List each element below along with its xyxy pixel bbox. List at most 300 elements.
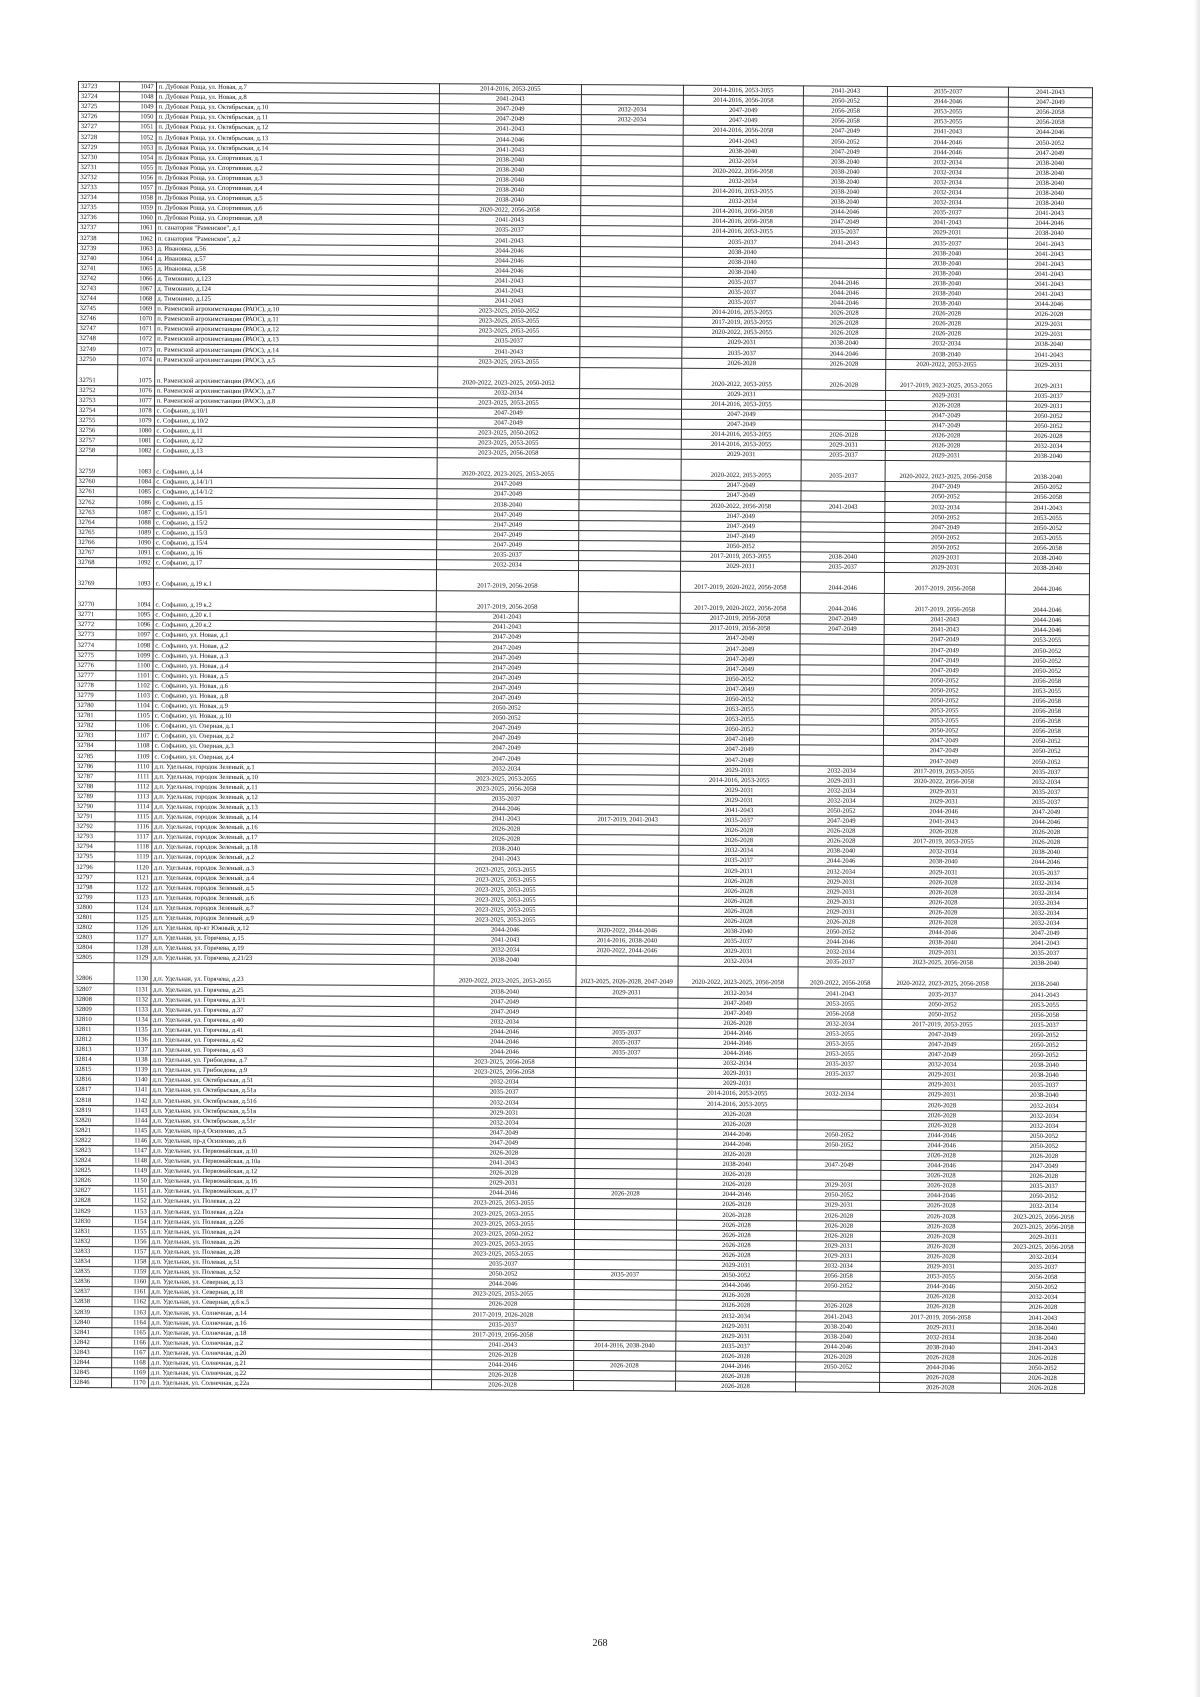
period-col-4: 2038-2040 (803, 167, 887, 178)
period-col-4: 2035-2037 (798, 1069, 882, 1080)
address: с. Софьино, ул. Новая, д.3 (153, 650, 436, 662)
period-col-1: 2023-2025, 2053-2055 (432, 1238, 574, 1249)
item-number: 1133 (114, 1004, 151, 1014)
period-col-3: 2047-2049 (680, 531, 801, 542)
period-col-1: 2044-2046 (434, 1026, 576, 1037)
period-col-4: 2047-2049 (803, 146, 887, 157)
row-id: 32786 (74, 761, 115, 771)
period-col-5: 2017-2019, 2053-2055 (882, 1019, 1003, 1030)
period-col-4: 2026-2028 (802, 308, 886, 319)
period-col-5: 2029-2031 (882, 948, 1003, 959)
address: п. Раменской агрохимстанции (РАОС), д.8 (154, 396, 437, 408)
period-col-6: 2050-2052 (1005, 666, 1089, 677)
period-col-3: 2047-2049 (679, 734, 800, 745)
row-id: 32809 (73, 1004, 114, 1014)
period-col-4: 2026-2028 (799, 826, 883, 837)
address: д.п. Удельная, городок Зеленый, д.3 (151, 862, 434, 874)
period-col-4: 2032-2034 (798, 1089, 882, 1100)
row-id: 32834 (71, 1256, 112, 1266)
period-col-4: 2038-2040 (803, 197, 887, 208)
row-id: 32784 (74, 741, 115, 751)
item-number: 1095 (116, 610, 153, 620)
period-col-1: 2041-2043 (439, 215, 581, 226)
period-col-6: 2041-2043 (1007, 289, 1091, 300)
period-col-6: 2035-2037 (1004, 767, 1088, 778)
period-col-6: 2035-2037 (1002, 1080, 1086, 1091)
period-col-4: 2047-2049 (800, 614, 884, 625)
period-col-1: 2041-2043 (439, 124, 581, 135)
period-col-6: 2041-2043 (1007, 259, 1091, 270)
period-col-5: 2026-2028 (883, 827, 1004, 838)
period-col-2 (576, 1007, 678, 1018)
item-number: 1111 (115, 771, 152, 781)
period-col-2 (579, 398, 681, 409)
period-col-4: 2029-2031 (799, 897, 883, 908)
period-col-4: 2035-2037 (801, 460, 885, 482)
period-col-4: 2020-2022, 2056-2058 (798, 967, 882, 989)
period-col-4: 2047-2049 (803, 217, 887, 228)
item-number: 1088 (117, 517, 154, 527)
period-col-4: 2044-2046 (802, 288, 886, 299)
address: д.п. Удельная, ул. Солнечная, д.20 (148, 1348, 431, 1360)
period-col-2 (574, 1300, 676, 1311)
scan-edge-shadow (1194, 0, 1200, 1697)
period-col-6: 2050-2052 (1006, 421, 1090, 432)
period-col-2 (575, 1068, 677, 1079)
item-number: 1170 (111, 1378, 148, 1388)
period-col-3: 2029-2031 (677, 1078, 798, 1089)
period-col-3: 2047-2049 (679, 745, 800, 756)
period-col-4: 2026-2028 (802, 430, 886, 441)
period-col-2 (577, 734, 679, 745)
period-col-5: 2050-2052 (882, 1009, 1003, 1020)
period-col-4: 2032-2034 (798, 947, 882, 958)
period-col-3: 2044-2046 (675, 1361, 796, 1372)
period-col-6: 2026-2028 (1006, 431, 1090, 442)
period-col-2 (578, 540, 680, 551)
period-col-4: 2035-2037 (798, 1059, 882, 1070)
period-col-5: 2026-2028 (880, 1352, 1001, 1363)
period-col-6: 2032-2034 (1004, 777, 1088, 788)
row-id: 32762 (76, 497, 117, 507)
period-col-2 (574, 1259, 676, 1270)
period-col-4: 2029-2031 (797, 1241, 881, 1252)
period-col-5: 2029-2031 (885, 451, 1006, 462)
period-col-6: 2056-2058 (1001, 1272, 1085, 1283)
period-col-4 (801, 532, 885, 543)
period-col-6: 2044-2046 (1007, 299, 1091, 310)
period-col-2 (578, 683, 680, 694)
item-number: 1092 (116, 558, 153, 568)
period-col-1: 2041-2043 (433, 1158, 575, 1169)
period-col-6: 2026-2028 (1007, 309, 1091, 320)
row-id: 32818 (72, 1095, 113, 1105)
period-col-3: 2020-2022, 2056-2058 (683, 166, 804, 177)
row-id: 32827 (72, 1186, 113, 1196)
period-col-6: 2032-2034 (1003, 918, 1087, 929)
period-col-6: 2035-2037 (1002, 1181, 1086, 1192)
item-number: 1050 (119, 112, 156, 122)
period-col-1: 2044-2046 (438, 265, 580, 276)
period-col-2 (574, 1219, 676, 1230)
row-id: 32805 (73, 953, 114, 963)
row-id: 32728 (78, 132, 119, 142)
period-col-3: 2026-2028 (677, 1018, 798, 1029)
address: д.п. Удельная, ул. Солнечная, д.22 (148, 1368, 431, 1380)
period-col-2 (581, 85, 683, 96)
period-col-1: 2014-2016, 2053-2055 (440, 84, 582, 95)
item-number: 1059 (119, 203, 156, 213)
item-number: 1129 (114, 953, 151, 963)
row-id: 32741 (77, 263, 118, 273)
period-col-2 (575, 1078, 677, 1089)
row-id: 32790 (74, 801, 115, 811)
item-number: 1168 (112, 1358, 149, 1368)
period-col-6: 2047-2049 (1008, 148, 1092, 159)
period-col-2 (578, 592, 680, 614)
period-col-3: 2029-2031 (678, 946, 799, 957)
period-col-3: 2035-2037 (675, 1341, 796, 1352)
row-id: 32772 (75, 620, 116, 630)
period-col-6: 2041-2043 (1001, 1343, 1085, 1354)
period-col-2 (578, 571, 680, 593)
period-col-5: 2017-2019, 2056-2058 (885, 594, 1006, 616)
item-number: 1071 (118, 324, 155, 334)
period-col-1: 2035-2037 (435, 794, 577, 805)
row-id: 32845 (71, 1367, 112, 1377)
period-col-2 (579, 408, 681, 419)
period-col-4 (800, 695, 884, 706)
period-col-6: 2047-2049 (1002, 1161, 1086, 1172)
period-col-1: 2023-2025, 2053-2055 (438, 326, 580, 337)
period-col-3: 2032-2034 (683, 156, 804, 167)
period-col-3: 2026-2028 (676, 1230, 797, 1241)
item-number: 1049 (119, 102, 156, 112)
period-col-4: 2053-2055 (798, 1039, 882, 1050)
period-col-1: 2041-2043 (434, 935, 576, 946)
row-id: 32826 (72, 1176, 113, 1186)
period-col-2 (577, 825, 679, 836)
item-number: 1087 (117, 507, 154, 517)
row-id: 32791 (74, 811, 115, 821)
period-col-2 (574, 1239, 676, 1250)
period-col-6: 2038-2040 (1004, 847, 1088, 858)
item-number: 1122 (114, 882, 151, 892)
period-col-6: 2026-2028 (1002, 1171, 1086, 1182)
row-id: 32819 (72, 1105, 113, 1115)
period-col-2 (580, 337, 682, 348)
item-number: 1054 (119, 152, 156, 162)
period-col-1: 2047-2049 (435, 753, 577, 764)
address: с. Софьино, ул. Озерная, д.1 (152, 721, 435, 733)
period-col-6: 2053-2055 (1003, 1000, 1087, 1011)
item-number: 1130 (114, 963, 151, 984)
period-col-3: 2017-2019, 2053-2055 (680, 551, 801, 562)
period-col-5: 2029-2031 (880, 1322, 1001, 1333)
address: п. Раменской агрохимстанции (РАОС), д.13 (155, 334, 438, 346)
period-col-6: 2038-2040 (1001, 1323, 1085, 1334)
period-col-1: 2032-2034 (434, 1016, 576, 1027)
period-col-1: 2023-2025, 2053-2055 (435, 874, 577, 885)
period-col-4: 2050-2052 (797, 1130, 881, 1141)
item-number: 1132 (114, 994, 151, 1004)
period-col-4: 2026-2028 (802, 318, 886, 329)
period-col-1: 2035-2037 (432, 1259, 574, 1270)
row-id: 32763 (76, 507, 117, 517)
item-number: 1081 (117, 436, 154, 446)
row-id: 32788 (74, 781, 115, 791)
period-col-1: 2023-2025, 2053-2055 (438, 316, 580, 327)
period-col-6: 2038-2040 (1008, 228, 1092, 239)
period-col-2: 2035-2037 (575, 1027, 677, 1038)
period-col-2 (575, 1159, 677, 1170)
row-id: 32734 (78, 193, 119, 203)
item-number: 1060 (119, 213, 156, 223)
item-number: 1073 (118, 344, 155, 354)
row-id: 32800 (73, 902, 114, 912)
period-col-3: 2014-2016, 2053-2055 (681, 439, 802, 450)
period-col-2: 2014-2016, 2038-2040 (576, 936, 678, 947)
item-number: 1158 (112, 1257, 149, 1267)
address: д. Тимонино, д.123 (155, 274, 438, 286)
period-col-1: 2044-2046 (432, 1279, 574, 1290)
item-number: 1141 (113, 1085, 150, 1095)
period-col-2 (574, 1280, 676, 1291)
period-col-5: 2026-2028 (880, 1382, 1001, 1393)
period-col-6: 2050-2052 (1002, 1191, 1086, 1202)
period-col-6: 2032-2034 (1002, 1202, 1086, 1213)
period-col-5: 2032-2034 (883, 847, 1004, 858)
period-col-4: 2041-2043 (801, 501, 885, 512)
period-col-6: 2038-2040 (1008, 158, 1092, 169)
period-col-3: 2047-2049 (681, 419, 802, 430)
period-col-6: 2050-2052 (1002, 1141, 1086, 1152)
row-id: 32742 (77, 273, 118, 283)
period-col-5: 2026-2028 (881, 1100, 1002, 1111)
period-col-4: 2038-2040 (803, 187, 887, 198)
period-col-3: 2026-2028 (678, 886, 799, 897)
period-col-1: 2023-2025, 2053-2055 (434, 905, 576, 916)
item-number: 1062 (118, 233, 155, 243)
address: с. Софьино, ул. Новая, д.10 (152, 711, 435, 723)
period-col-1: 2017-2019, 2056-2058 (436, 591, 578, 613)
address: п. санатория "Раменское", д.2 (155, 233, 438, 245)
period-col-4: 2050-2052 (797, 1190, 881, 1201)
item-number: 1082 (117, 446, 154, 456)
period-col-4 (796, 1372, 880, 1383)
item-number: 1108 (115, 741, 152, 751)
period-col-2 (577, 835, 679, 846)
address: д.п. Удельная, городок Зеленый, д.11 (152, 782, 435, 794)
period-col-3: 2035-2037 (682, 277, 803, 288)
period-col-2 (574, 1310, 676, 1321)
period-col-6: 2047-2049 (1008, 97, 1092, 108)
period-col-5: 2044-2046 (881, 1160, 1002, 1171)
period-col-1: 2032-2034 (437, 560, 579, 571)
item-number: 1100 (116, 660, 153, 670)
period-col-3: 2038-2040 (682, 267, 803, 278)
period-col-4: 2035-2037 (803, 227, 887, 238)
item-number: 1066 (118, 274, 155, 284)
period-col-5: 2050-2052 (885, 532, 1006, 543)
period-col-6: 2038-2040 (1001, 1333, 1085, 1344)
period-col-1: 2032-2034 (433, 1097, 575, 1108)
period-col-6: 2044-2046 (1004, 858, 1088, 869)
period-col-4: 2047-2049 (800, 624, 884, 635)
row-id: 32829 (72, 1206, 113, 1216)
period-col-3: 2047-2049 (680, 633, 801, 644)
item-number: 1072 (118, 334, 155, 344)
period-col-2 (576, 895, 678, 906)
item-number: 1157 (112, 1247, 149, 1257)
period-col-3: 2032-2034 (682, 196, 803, 207)
period-col-5: 2047-2049 (884, 746, 1005, 757)
row-id: 32801 (73, 912, 114, 922)
address: п. Раменской агрохимстанции (РАОС), д.6 (154, 365, 438, 388)
period-col-5: 2020-2022, 2056-2058 (883, 776, 1004, 787)
period-col-5: 2047-2049 (884, 635, 1005, 646)
period-col-4: 2029-2031 (799, 887, 883, 898)
item-number: 1135 (114, 1025, 151, 1035)
item-number: 1109 (115, 751, 152, 761)
period-col-5: 2032-2034 (885, 502, 1006, 513)
item-number: 1123 (114, 892, 151, 902)
row-id: 32797 (74, 872, 115, 882)
period-col-2 (576, 885, 678, 896)
period-col-2 (579, 388, 681, 399)
address: д.п. Удельная, ул. Горячева, д.40 (150, 1015, 433, 1027)
row-id: 32759 (76, 456, 117, 477)
address: д.п. Удельная, городок Зеленый, д.12 (152, 792, 435, 804)
row-id: 32731 (78, 162, 119, 172)
item-number: 1103 (116, 691, 153, 701)
item-number: 1126 (114, 923, 151, 933)
period-col-4: 2038-2040 (799, 846, 883, 857)
period-col-4 (801, 542, 885, 553)
period-col-5: 2038-2040 (887, 248, 1008, 259)
period-col-3: 2047-2049 (679, 684, 800, 695)
address: с. Софьино, ул. Новая, д.4 (153, 661, 436, 673)
period-col-5: 2044-2046 (880, 1282, 1001, 1293)
period-col-2 (581, 165, 683, 176)
period-col-2 (579, 459, 681, 481)
period-col-1: 2020-2022, 2056-2058 (439, 205, 581, 216)
row-id: 32803 (73, 933, 114, 943)
period-col-4: 2056-2058 (804, 116, 888, 127)
period-col-3: 2020-2022, 2053-2055 (681, 368, 802, 390)
period-col-5: 2020-2022, 2053-2055 (886, 359, 1007, 370)
period-col-4: 2050-2052 (796, 1362, 880, 1373)
period-col-6: 2029-2031 (1007, 370, 1091, 392)
period-col-2 (580, 206, 682, 217)
period-col-5: 2053-2055 (888, 117, 1009, 128)
period-col-2 (576, 865, 678, 876)
address: с. Софьино, д.19 к.1 (153, 568, 437, 591)
period-col-2 (574, 1320, 676, 1331)
period-col-2 (576, 1017, 678, 1028)
period-col-4: 2056-2058 (804, 106, 888, 117)
period-col-2: 2020-2022, 2044-2046 (576, 926, 678, 937)
address: д. Ивановка, д.58 (155, 264, 438, 276)
address: д.п. Удельная, ул. Горячева, д.21/23 (151, 953, 434, 965)
item-number: 1137 (113, 1045, 150, 1055)
repair-schedule-table (70, 81, 1093, 1394)
period-col-3: 2026-2028 (676, 1169, 797, 1180)
period-col-5: 2038-2040 (887, 278, 1008, 289)
period-col-5: 2029-2031 (883, 786, 1004, 797)
item-number: 1128 (114, 943, 151, 953)
period-col-1: 2044-2046 (434, 1047, 576, 1058)
period-col-2 (581, 186, 683, 197)
period-col-6: 2041-2043 (1001, 1313, 1085, 1324)
row-id: 32836 (71, 1277, 112, 1287)
address: д.п. Удельная, ул. Полевая, д.22 (149, 1196, 432, 1208)
period-col-5: 2026-2028 (881, 1251, 1002, 1262)
period-col-3: 2026-2028 (676, 1220, 797, 1231)
period-col-6: 2035-2037 (1007, 391, 1091, 402)
period-col-4 (802, 410, 886, 421)
period-col-4: 2029-2031 (799, 876, 883, 887)
address: с. Софьино, ул. Озерная, д.2 (152, 731, 435, 743)
period-col-6: 2053-2055 (1005, 686, 1089, 697)
period-col-6: 2050-2052 (1004, 747, 1088, 758)
item-number: 1074 (118, 354, 155, 364)
period-col-3: 2014-2016, 2056-2058 (683, 95, 804, 106)
period-col-1: 2017-2019, 2056-2058 (432, 1329, 574, 1340)
row-id: 32753 (77, 395, 118, 405)
period-col-2 (574, 1249, 676, 1260)
period-col-4 (797, 1109, 881, 1120)
item-number: 1085 (117, 487, 154, 497)
period-col-4: 2044-2046 (799, 937, 883, 948)
period-col-4: 2035-2037 (798, 957, 882, 968)
row-id: 32793 (74, 832, 115, 842)
period-col-5: 2026-2028 (881, 1171, 1002, 1182)
period-col-1: 2035-2037 (433, 1087, 575, 1098)
item-number: 1148 (113, 1156, 150, 1166)
period-col-4: 2050-2052 (803, 136, 887, 147)
period-col-1: 2047-2049 (434, 996, 576, 1007)
period-col-1: 2020-2022, 2023-2025, 2053-2055 (437, 458, 579, 480)
address: с. Софьино, д.20 к.2 (153, 620, 436, 632)
period-col-6: 2044-2046 (1005, 615, 1089, 626)
row-id: 32735 (78, 203, 119, 213)
period-col-1: 2041-2043 (438, 346, 580, 357)
period-col-1: 2023-2025, 2050-2052 (433, 1228, 575, 1239)
item-number: 1150 (113, 1176, 150, 1186)
period-col-5: 2044-2046 (887, 137, 1008, 148)
period-col-6: 2056-2058 (1004, 726, 1088, 737)
row-id: 32833 (71, 1246, 112, 1256)
address: д.п. Удельная, ул. Солнечная, д.16 (149, 1317, 432, 1329)
item-number: 1093 (116, 568, 153, 589)
period-col-2 (577, 774, 679, 785)
period-col-5: 2047-2049 (884, 645, 1005, 656)
item-number: 1063 (118, 243, 155, 253)
period-col-1: 2029-2031 (433, 1178, 575, 1189)
period-col-1: 2041-2043 (439, 94, 581, 105)
row-id: 32736 (78, 213, 119, 223)
item-number: 1080 (117, 426, 154, 436)
item-number: 1090 (117, 538, 154, 548)
period-col-1: 2023-2025, 2053-2055 (435, 884, 577, 895)
period-col-3: 2035-2037 (681, 348, 802, 359)
period-col-1: 2047-2049 (439, 104, 581, 115)
row-id: 32824 (72, 1155, 113, 1165)
period-col-2 (581, 155, 683, 166)
item-number: 1146 (113, 1136, 150, 1146)
period-col-4: 2050-2052 (797, 1140, 881, 1151)
